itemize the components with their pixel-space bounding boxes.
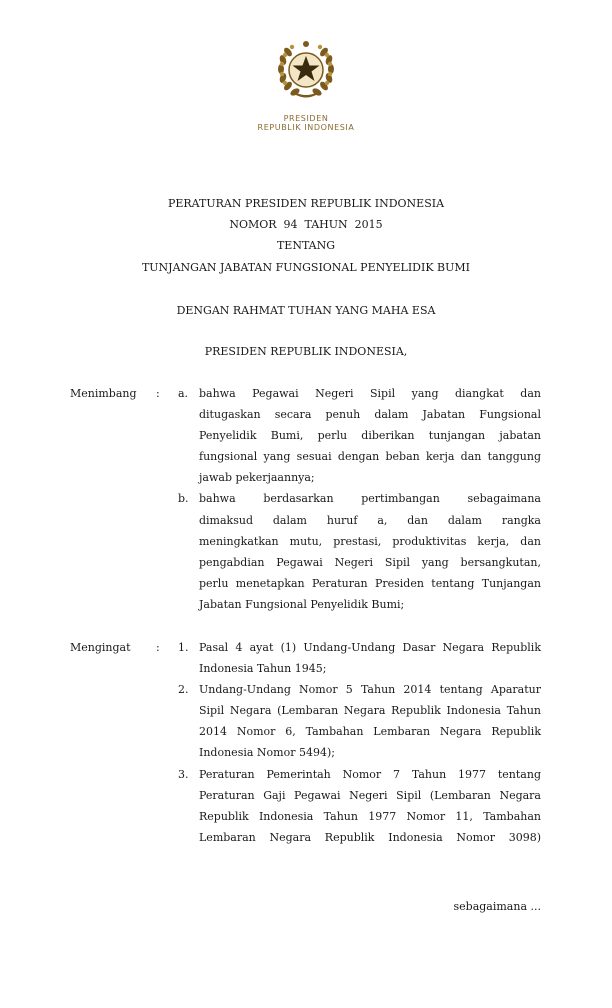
blessing-line: DENGAN RAHMAT TUHAN YANG MAHA ESA [176, 304, 436, 317]
menimbang-item-b-line: dimaksud dalam huruf a, dan dalam rangka [199, 514, 541, 527]
title-line-regulation: PERATURAN PRESIDEN REPUBLIK INDONESIA [167, 197, 445, 210]
seal-caption-republik: REPUBLIK INDONESIA [257, 123, 355, 132]
seal-caption-presiden: PRESIDEN [283, 114, 329, 123]
menimbang-item-a-line: jawab pekerjaannya; [199, 471, 315, 484]
menimbang-label: Menimbang [70, 387, 137, 400]
menimbang-item-b-line: Jabatan Fungsional Penyelidik Bumi; [199, 598, 405, 611]
menimbang-item-a-line: fungsional yang sesuai dengan beban kerja dan tanggung [199, 450, 541, 463]
mengingat-item-2-line: Indonesia Nomor 5494); [199, 746, 335, 759]
mengingat-item-3-line: Peraturan Gaji Pegawai Negeri Sipil (Lembaran Negara [199, 789, 541, 802]
menimbang-item-b-marker: b. [178, 492, 189, 505]
menimbang-item-b-line: pengabdian Pegawai Negeri Sipil yang bersangkutan, [199, 556, 541, 569]
mengingat-item-3-marker: 3. [178, 768, 189, 781]
mengingat-colon: : [156, 641, 160, 654]
mengingat-item-3-line: Republik Indonesia Tahun 1977 Nomor 11, Tambahan [199, 810, 541, 823]
mengingat-item-3-line: Peraturan Pemerintah Nomor 7 Tahun 1977 tentang [199, 768, 541, 781]
menimbang-item-a-line: ditugaskan secara penuh dalam Jabatan Fungsional [199, 408, 541, 421]
mengingat-item-1-line: Indonesia Tahun 1945; [199, 662, 327, 675]
mengingat-item-2-line: Sipil Negara (Lembaran Negara Republik Indonesia Tahun [199, 704, 541, 717]
menimbang-colon: : [156, 387, 160, 400]
mengingat-item-2-line: Undang-Undang Nomor 5 Tahun 2014 tentang Aparatur [199, 683, 541, 696]
menimbang-item-b-line: bahwa berdasarkan pertimbangan sebagaimana [199, 492, 541, 505]
page-continuation: sebagaimana ... [453, 900, 541, 913]
mengingat-item-2-marker: 2. [178, 683, 189, 696]
mengingat-item-3-line: Lembaran Negara Republik Indonesia Nomor 3098) [199, 831, 541, 844]
mengingat-label: Mengingat [70, 641, 131, 654]
title-line-number: NOMOR 94 TAHUN 2015 [229, 218, 383, 231]
title-line-subject: TUNJANGAN JABATAN FUNGSIONAL PENYELIDIK BUMI [141, 261, 471, 274]
menimbang-item-a-line: Penyelidik Bumi, perlu diberikan tunjangan jabatan [199, 429, 541, 442]
mengingat-item-1-marker: 1. [178, 641, 189, 654]
garuda-emblem-icon [274, 36, 338, 100]
president-line: PRESIDEN REPUBLIK INDONESIA, [204, 345, 408, 358]
menimbang-item-b-line: perlu menetapkan Peraturan Presiden tentang Tunjangan [199, 577, 541, 590]
mengingat-item-2-line: 2014 Nomor 6, Tambahan Lembaran Negara Republik [199, 725, 541, 738]
menimbang-item-a-line: bahwa Pegawai Negeri Sipil yang diangkat dan [199, 387, 541, 400]
mengingat-item-1-line: Pasal 4 ayat (1) Undang-Undang Dasar Negara Republik [199, 641, 541, 654]
menimbang-item-a-marker: a. [178, 387, 189, 400]
title-line-tentang: TENTANG [276, 239, 336, 252]
menimbang-item-b-line: meningkatkan mutu, prestasi, produktivitas kerja, dan [199, 535, 541, 548]
